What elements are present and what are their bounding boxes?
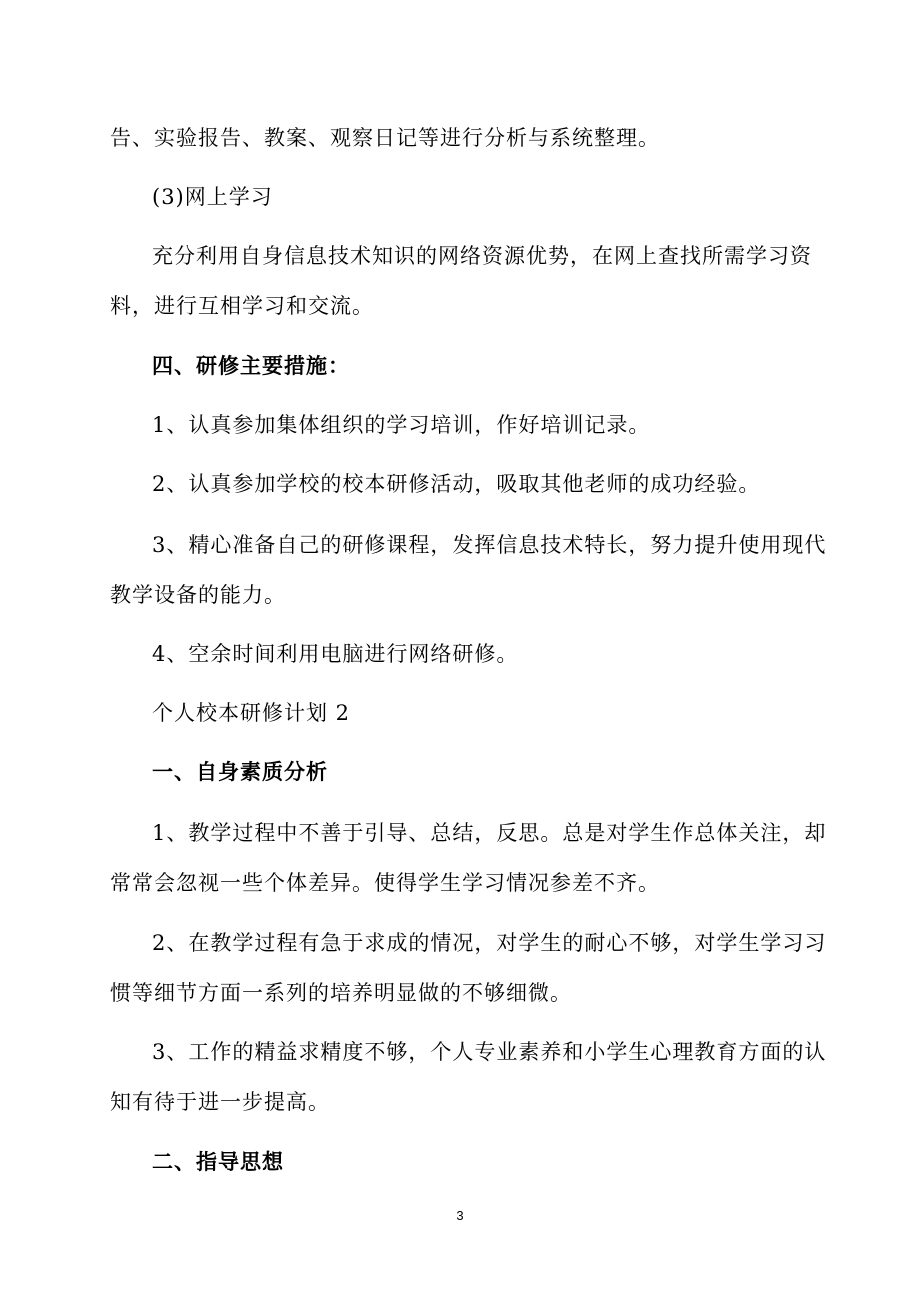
list-item-continuation: 惯等细节方面一系列的培养明显做的不够细微。	[110, 981, 572, 1005]
list-item: 2、认真参加学校的校本研修活动，吸取其他老师的成功经验。	[152, 472, 761, 496]
list-item: 1、教学过程中不善于引导、总结，反思。总是对学生作总体关注，却	[152, 821, 827, 845]
paragraph-continuation-line: 告、实验报告、教案、观察日记等进行分析与系统整理。	[110, 126, 660, 150]
list-item: 4、空余时间利用电脑进行网络研修。	[152, 642, 519, 666]
list-item-continuation: 教学设备的能力。	[110, 583, 286, 607]
section-heading-guiding-idea: 二、指导思想	[152, 1150, 284, 1174]
list-item: 3、工作的精益求精度不够，个人专业素养和小学生心理教育方面的认	[152, 1040, 827, 1064]
paragraph-line: 料，进行互相学习和交流。	[110, 294, 374, 318]
list-item-continuation: 知有待于进一步提高。	[110, 1090, 330, 1114]
list-item: 3、精心准备自己的研修课程，发挥信息技术特长，努力提升使用现代	[152, 533, 827, 557]
paragraph-line: 充分利用自身信息技术知识的网络资源优势，在网上查找所需学习资	[152, 244, 812, 268]
plan-title: 个人校本研修计划 2	[152, 701, 351, 725]
subheading-online-learning: (3)网上学习	[152, 185, 273, 209]
list-item: 1、认真参加集体组织的学习培训，作好培训记录。	[152, 413, 651, 437]
page-number: 3	[456, 1208, 464, 1223]
list-item: 2、在教学过程有急于求成的情况，对学生的耐心不够，对学生学习习	[152, 931, 827, 955]
section-heading-self-analysis: 一、自身素质分析	[152, 760, 328, 784]
section-heading-measures: 四、研修主要措施：	[152, 354, 350, 378]
list-item-continuation: 常常会忽视一些个体差异。使得学生学习情况参差不齐。	[110, 871, 660, 895]
